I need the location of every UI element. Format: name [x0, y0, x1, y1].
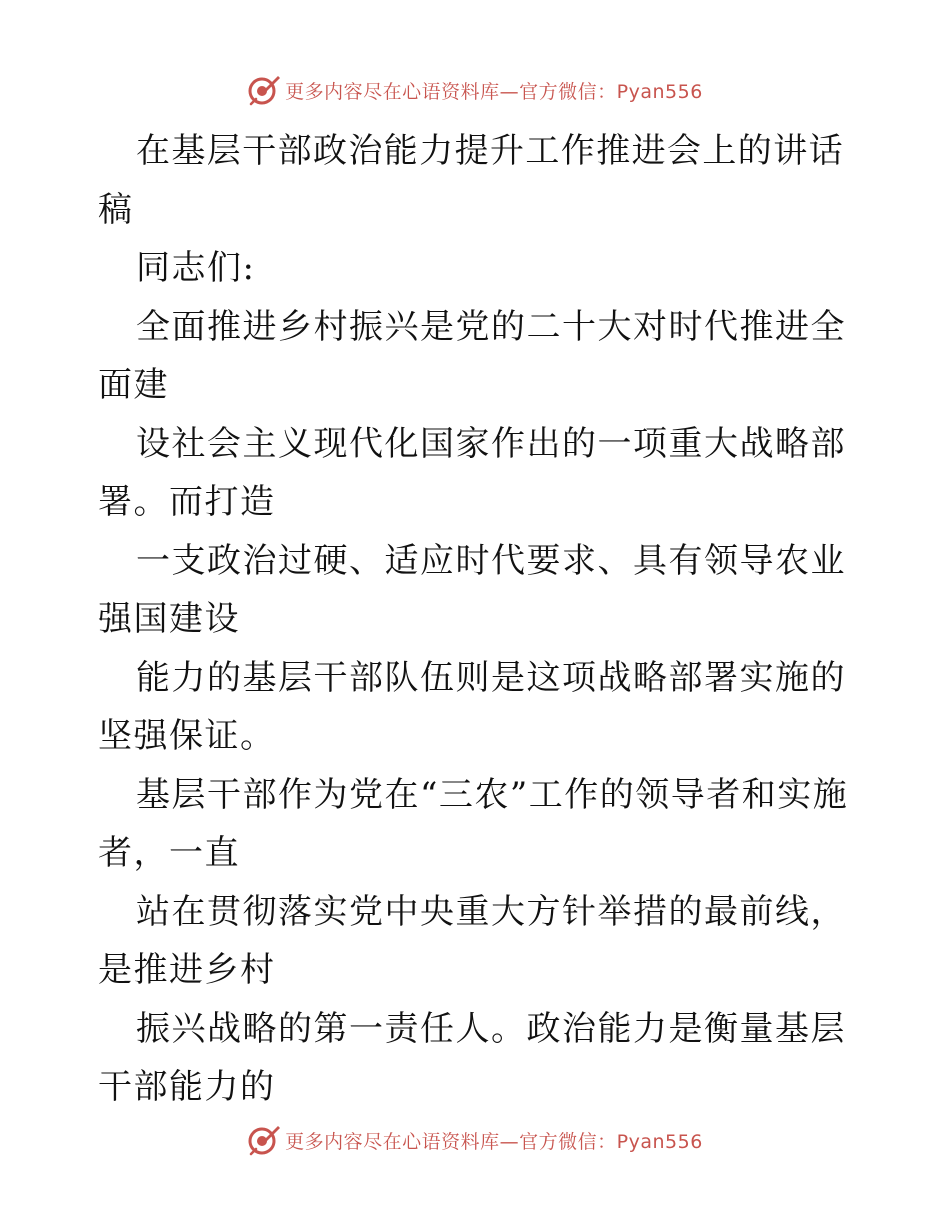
paragraph: 设社会主义现代化国家作出的一项重大战略部署。而打造	[98, 423, 846, 522]
quill-logo-icon	[247, 1123, 281, 1157]
paragraph: 振兴战略的第一责任人。政治能力是衡量基层干部能力的	[98, 1008, 846, 1107]
paragraph: 一支政治过硬、适应时代要求、具有领导农业强国建设	[98, 540, 846, 639]
watermark-text: 更多内容尽在心语资料库—官方微信：Pyan556	[285, 80, 703, 103]
paragraph: 能力的基层干部队伍则是这项战略部署实施的坚强保证。	[98, 657, 846, 756]
document-body	[98, 122, 858, 1117]
paragraph: 全面推进乡村振兴是党的二十大对时代推进全面建	[98, 306, 846, 405]
watermark-text: 更多内容尽在心语资料库—官方微信：Pyan556	[285, 1130, 703, 1153]
quill-logo-icon	[247, 73, 281, 107]
header-watermark	[0, 70, 950, 110]
document-title: 在基层干部政治能力提升工作推进会上的讲话稿	[98, 131, 844, 230]
paragraph: 基层干部作为党在“三农”工作的领导者和实施者，一直	[98, 774, 849, 873]
greeting: 同志们:	[136, 248, 256, 288]
paragraph: 站在贯彻落实党中央重大方针举措的最前线，是推进乡村	[98, 891, 846, 990]
footer-watermark	[0, 1120, 950, 1160]
